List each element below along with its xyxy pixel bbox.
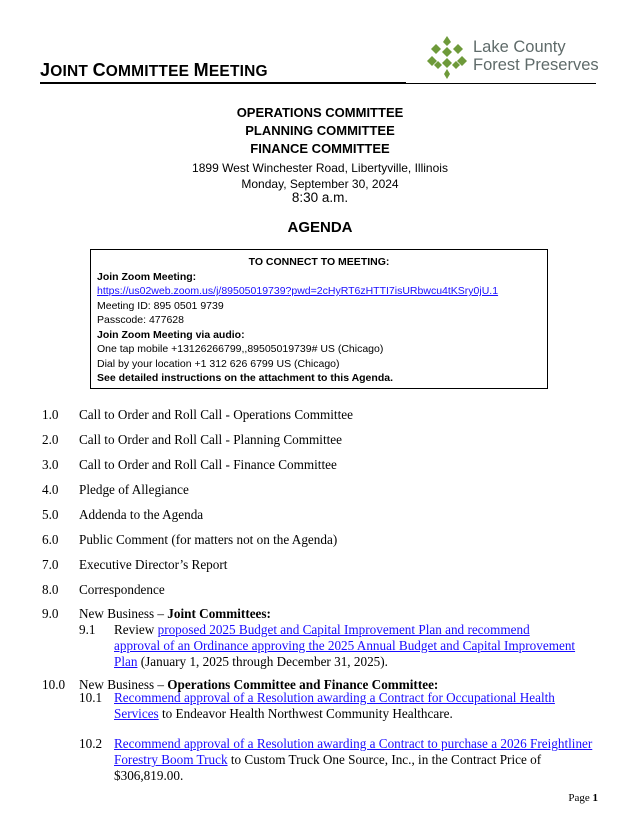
item-number: 3.0 xyxy=(42,457,59,472)
item-prefix: New Business – xyxy=(79,606,168,621)
title-cap-1: J xyxy=(40,60,51,80)
meeting-date: Monday, September 30, 2024 xyxy=(241,177,399,191)
item-text: Correspondence xyxy=(79,582,165,597)
connect-heading: TO CONNECT TO MEETING: xyxy=(248,256,390,268)
item-prefix: New Business – xyxy=(79,677,168,692)
document-title xyxy=(40,60,268,81)
title-cap-2: C xyxy=(92,60,106,80)
page-num: 1 xyxy=(592,792,598,804)
sub-item-10-1 xyxy=(79,690,599,722)
sub-item-number: 10.2 xyxy=(79,736,103,751)
boom-truck-link[interactable]: Recommend approval of a Resolution awarding a Contract to purchase a 2026 Freightliner Forestry Boom Truck xyxy=(114,736,593,767)
title-rest-2: OMMITTEE xyxy=(105,63,194,80)
item-text: Addenda to the Agenda xyxy=(79,507,204,522)
organization-name xyxy=(473,38,599,74)
sub-item-pre: Review xyxy=(114,622,158,637)
item-text: Call to Order and Roll Call - Finance Committee xyxy=(79,457,337,472)
meeting-id: Meeting ID: 895 0501 9739 xyxy=(97,299,224,312)
budget-plan-link[interactable]: proposed 2025 Budget and Capital Improvement Plan and recommend approval of an Ordinance approving the 2025 Annual Budget and Capital Improvement Plan xyxy=(114,622,576,669)
meeting-address: 1899 West Winchester Road, Libertyville, Illinois xyxy=(192,161,448,175)
item-text: Call to Order and Roll Call - Planning Committee xyxy=(79,432,342,447)
connection-info-box xyxy=(90,249,548,389)
logo-line-2: Forest Preserves xyxy=(473,56,599,74)
item-number: 4.0 xyxy=(42,482,59,497)
sub-item-10-2 xyxy=(79,736,599,784)
sub-item-post: to Endeavor Health Northwest Community Healthcare. xyxy=(158,706,453,721)
logo-line-1: Lake County xyxy=(473,38,566,56)
item-text: Call to Order and Roll Call - Operations Committee xyxy=(79,407,353,422)
dial-location: Dial by your location +1 312 626 6799 US (Chicago) xyxy=(97,357,340,370)
item-number: 10.0 xyxy=(42,677,66,692)
passcode: Passcode: 477628 xyxy=(97,314,184,326)
committee-operations: OPERATIONS COMMITTEE xyxy=(236,105,404,120)
title-rest-1: OINT xyxy=(50,63,93,80)
audio-label: Join Zoom Meeting via audio: xyxy=(97,328,245,341)
item-heading: Operations Committee and Finance Committee: xyxy=(167,677,439,692)
item-number: 6.0 xyxy=(42,532,59,547)
occupational-health-link[interactable]: Recommend approval of a Resolution awarding a Contract for Occupational Health Services xyxy=(114,690,555,721)
item-number: 9.0 xyxy=(42,606,59,621)
meeting-time: 8:30 a.m. xyxy=(291,190,349,205)
title-cap-3: M xyxy=(193,60,209,80)
forest-preserves-logo-icon xyxy=(424,34,470,80)
sub-item-9-1 xyxy=(79,622,579,670)
sub-item-post: to Custom Truck One Source, Inc., in the Contract Price of $306,819.00. xyxy=(114,752,542,783)
committee-list xyxy=(0,104,640,158)
tap-mobile: One tap mobile +13126266799,,89505019739# US (Chicago) xyxy=(97,343,384,355)
instructions-note: See detailed instructions on the attachment to this Agenda. xyxy=(97,372,393,384)
page-number xyxy=(568,792,598,804)
sub-item-number: 10.1 xyxy=(79,690,103,705)
sub-item-post: (January 1, 2025 through December 31, 2025). xyxy=(137,654,388,669)
item-text: Executive Director’s Report xyxy=(79,557,228,572)
committee-planning: PLANNING COMMITTEE xyxy=(245,123,395,138)
sub-item-number: 9.1 xyxy=(79,622,96,637)
title-underline xyxy=(40,82,406,84)
agenda-heading: AGENDA xyxy=(287,219,353,236)
zoom-label: Join Zoom Meeting: xyxy=(97,270,197,283)
item-number: 8.0 xyxy=(42,582,59,597)
item-number: 2.0 xyxy=(42,432,59,447)
item-number: 7.0 xyxy=(42,557,59,572)
page-label: Page xyxy=(568,792,593,804)
zoom-link[interactable]: https://us02web.zoom.us/j/89505019739?pwd=2cHyRT6zHTTI7isURbwcu4tKSry0jU.1 xyxy=(97,285,499,297)
meeting-location xyxy=(0,160,640,192)
item-text: Public Comment (for matters not on the Agenda) xyxy=(79,532,338,547)
item-heading: Joint Committees: xyxy=(167,606,271,621)
title-rest-3: EETING xyxy=(208,63,268,80)
committee-finance: FINANCE COMMITTEE xyxy=(250,141,390,156)
item-number: 1.0 xyxy=(42,407,59,422)
item-number: 5.0 xyxy=(42,507,59,522)
header-divider xyxy=(406,83,596,84)
item-text: Pledge of Allegiance xyxy=(79,482,189,497)
